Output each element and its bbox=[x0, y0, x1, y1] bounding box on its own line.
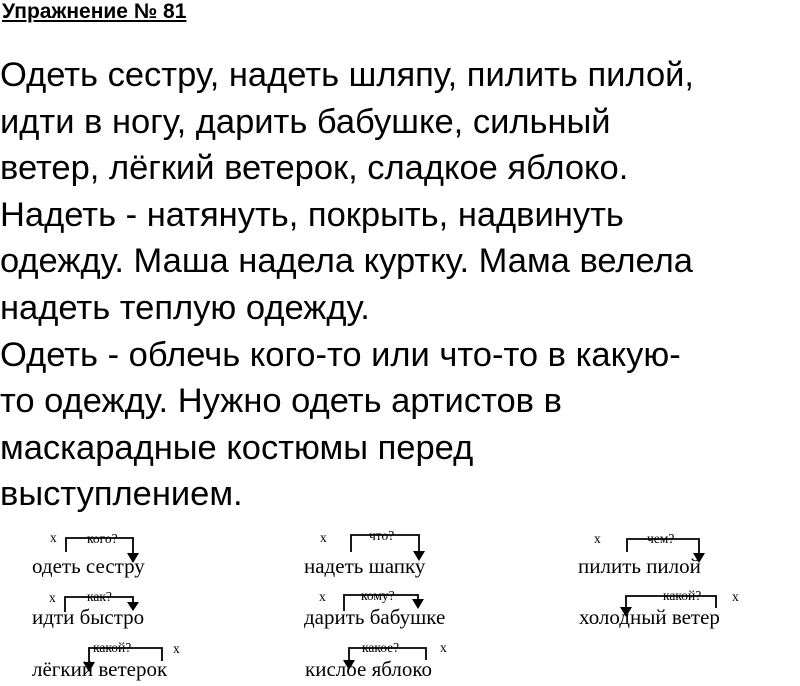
main-word-mark: x bbox=[319, 589, 326, 604]
phrase-example: лёгкий ветерок bbox=[32, 657, 168, 681]
text-line: маскарадные костюмы перед bbox=[0, 428, 474, 467]
phrase-example: одеть сестру bbox=[32, 554, 145, 578]
main-word-mark: x bbox=[594, 531, 601, 546]
phrase-example: надеть шапку bbox=[304, 554, 426, 578]
question-label: кого? bbox=[87, 531, 118, 546]
question-label: чем? bbox=[647, 531, 675, 546]
main-word-mark: x bbox=[49, 590, 56, 605]
phrase-example: холодный ветер bbox=[579, 605, 720, 629]
phrase-example: идти быстро bbox=[32, 605, 145, 629]
exercise-title: Упражнение № 81 bbox=[2, 0, 187, 23]
text-line: Одеть - облечь кого-то или что-то в какую- bbox=[0, 335, 681, 374]
question-label: кому? bbox=[361, 588, 395, 603]
main-word-mark: x bbox=[440, 640, 447, 655]
question-label: какое? bbox=[362, 640, 400, 655]
question-label: какой? bbox=[663, 588, 702, 603]
text-line: одежду. Маша надела куртку. Мама велела bbox=[0, 242, 693, 281]
text-line: надеть теплую одежду. bbox=[0, 288, 370, 327]
question-label: какой? bbox=[93, 640, 132, 655]
question-label: как? bbox=[87, 589, 112, 604]
main-word-mark: x bbox=[173, 641, 180, 656]
phrase-example: пилить пилой bbox=[578, 554, 701, 578]
question-label: что? bbox=[369, 528, 395, 543]
text-line: то одежду. Нужно одеть артистов в bbox=[0, 382, 562, 421]
text-line: Надеть - натянуть, покрыть, надвинуть bbox=[0, 195, 624, 234]
text-line: Одеть сестру, надеть шляпу, пилить пилой, bbox=[0, 56, 695, 94]
text-line: ветер, лёгкий ветерок, сладкое яблоко. bbox=[0, 149, 629, 188]
main-word-mark: x bbox=[732, 589, 739, 604]
text-line: идти в ногу, дарить бабушке, сильный bbox=[0, 102, 611, 141]
main-word-mark: x bbox=[320, 530, 327, 545]
phrase-example: дарить бабушке bbox=[304, 605, 446, 629]
main-word-mark: x bbox=[50, 530, 57, 545]
text-line: выступлением. bbox=[0, 475, 243, 514]
phrase-example: кислое яблоко bbox=[305, 657, 433, 681]
